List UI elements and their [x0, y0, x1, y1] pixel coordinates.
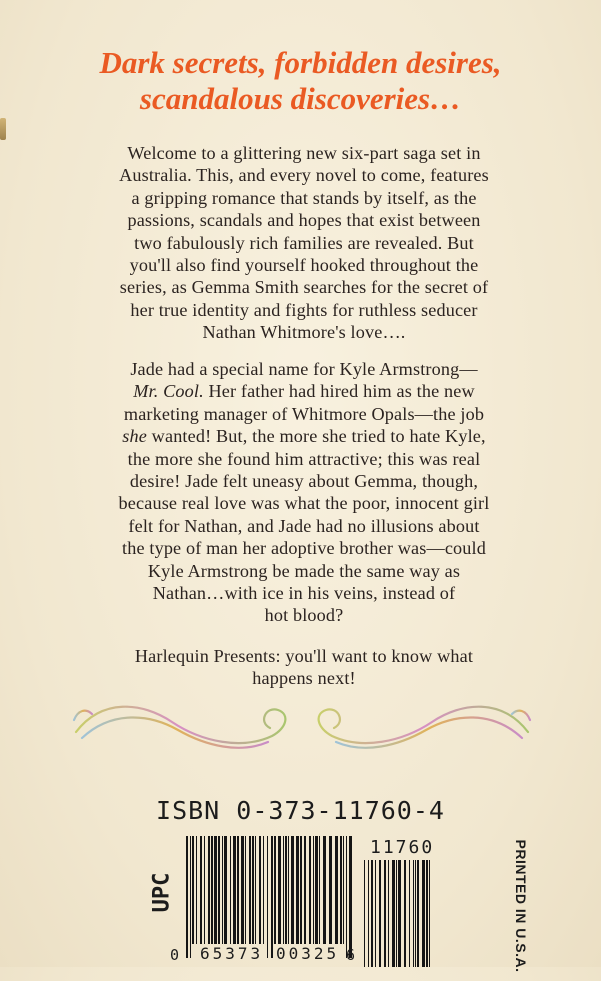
- addon-bar: [417, 860, 419, 967]
- barcode-bar: [208, 836, 210, 944]
- barcode-bar: [186, 836, 188, 958]
- tagline-line-2: scandalous discoveries…: [139, 81, 462, 116]
- addon-bar: [398, 860, 401, 967]
- closing-paragraph: [70, 645, 538, 690]
- story-line: because real love was what the poor, innocent girl: [118, 493, 490, 514]
- tagline-line-1: Dark secrets, forbidden desires,: [99, 45, 502, 80]
- barcode-bar: [343, 836, 344, 944]
- barcode-bar: [233, 836, 236, 944]
- intro-line: Australia. This, and every novel to come, features: [119, 165, 489, 186]
- intro-line: her true identity and fights for ruthless seducer: [130, 299, 478, 320]
- addon-bar: [364, 860, 365, 967]
- story-line: felt for Nathan, and Jade had no illusions about: [128, 515, 480, 536]
- barcode-bar: [196, 836, 197, 944]
- barcode-bar: [214, 836, 217, 944]
- barcode-bar: [190, 836, 191, 958]
- story-line: Kyle Armstrong be made the same way as: [147, 560, 461, 581]
- italic-word: she: [122, 426, 147, 447]
- barcode-bar: [304, 836, 306, 944]
- addon-bar: [426, 860, 428, 967]
- barcode-bar: [237, 836, 239, 944]
- barcode-bar: [222, 836, 223, 944]
- addon-bar: [404, 860, 406, 967]
- barcode-check-digit: 6: [346, 946, 356, 964]
- printed-in-label: PRINTED IN U.S.A.: [513, 839, 529, 973]
- addon-bar: [422, 860, 425, 967]
- story-line: marketing manager of Whitmore Opals—the job: [123, 403, 485, 424]
- addon-bar: [409, 860, 410, 967]
- intro-line: two fabulously rich families are revealed. But: [134, 232, 474, 253]
- barcode-bar: [224, 836, 227, 944]
- barcode-bar: [230, 836, 231, 944]
- story-text: Her father had hired him as the new: [203, 381, 475, 402]
- intro-line: you'll also find yourself hooked throughout the: [129, 255, 479, 276]
- story-line: Nathan…with ice in his veins, instead of: [152, 583, 456, 604]
- intro-line: a gripping romance that stands by itself, as the: [131, 187, 477, 208]
- barcode-bar: [291, 836, 294, 944]
- barcode-bar: [274, 836, 276, 944]
- intro-line: Welcome to a glittering new six-part saga set in: [127, 143, 481, 163]
- isbn-number: ISBN 0-373-11760-4: [156, 796, 445, 825]
- story-line: Jade had a special name for Kyle Armstrong—: [130, 359, 478, 379]
- barcode-bar: [349, 836, 352, 958]
- barcode-bar: [218, 836, 220, 944]
- page-edge-mark: [0, 118, 6, 140]
- addon-bar: [384, 860, 386, 967]
- barcode-bar: [319, 836, 320, 944]
- barcode-bar: [271, 836, 273, 958]
- barcode-right-digits: 00325: [276, 944, 340, 963]
- barcode-bar: [329, 836, 332, 944]
- addon-bar: [396, 860, 397, 967]
- barcode-addon-digits: 11760: [370, 837, 435, 858]
- barcode-bar: [283, 836, 284, 944]
- addon-bar: [388, 860, 389, 967]
- barcode-bar: [241, 836, 244, 944]
- story-text: wanted! But, the more she tried to hate Kyle,: [146, 426, 486, 447]
- addon-bar: [371, 860, 373, 967]
- italic-phrase: Mr. Cool.: [133, 381, 204, 402]
- story-line: the more she found him attractive; this was real: [127, 448, 481, 469]
- story-line: the type of man her adoptive brother was—could: [122, 538, 486, 559]
- barcode-bar: [204, 836, 205, 944]
- barcode-bar: [340, 836, 342, 944]
- closing-line: happens next!: [252, 668, 356, 689]
- intro-line: series, as Gemma Smith searches for the secret of: [119, 277, 489, 298]
- intro-paragraph: [70, 142, 538, 344]
- barcode-bar: [267, 836, 268, 958]
- barcode-bar: [335, 836, 338, 944]
- barcode-bar: [245, 836, 246, 944]
- barcode-bar: [278, 836, 281, 944]
- story-line: desire! Jade felt uneasy about Gemma, though,: [129, 471, 479, 492]
- intro-line: Nathan Whitmore's love….: [202, 322, 406, 343]
- barcode-bar: [211, 836, 213, 944]
- addon-bar: [368, 860, 369, 967]
- barcode-bar: [255, 836, 256, 944]
- closing-line: Harlequin Presents: you'll want to know what: [134, 646, 474, 666]
- barcode-bar: [285, 836, 287, 944]
- intro-line: passions, scandals and hopes that exist between: [127, 210, 481, 231]
- barcode-bar: [346, 836, 347, 958]
- barcode-bar: [263, 836, 264, 944]
- addon-bar: [413, 860, 414, 967]
- barcode-bar: [192, 836, 194, 944]
- story-paragraph: [70, 358, 538, 627]
- barcode-bar: [313, 836, 314, 944]
- barcode-bar: [249, 836, 251, 944]
- story-line: [70, 380, 538, 402]
- decorative-swirl-ornament: [72, 692, 532, 756]
- story-line: hot blood?: [264, 605, 344, 626]
- barcode-bar: [323, 836, 326, 944]
- barcode-left-digits: 65373: [200, 944, 264, 963]
- addon-bar: [429, 860, 430, 967]
- barcode: [170, 836, 440, 967]
- barcode-bar: [200, 836, 202, 944]
- barcode-bar: [315, 836, 318, 944]
- barcode-bar: [300, 836, 302, 944]
- barcode-bar: [296, 836, 299, 944]
- upc-label: UPC: [149, 872, 175, 913]
- barcode-bar: [252, 836, 254, 944]
- addon-bar: [392, 860, 395, 967]
- addon-bar: [415, 860, 416, 967]
- barcode-bar: [259, 836, 261, 944]
- barcode-bar: [288, 836, 289, 944]
- addon-bar: [379, 860, 381, 967]
- barcode-lead-digit: 0: [170, 946, 180, 964]
- addon-bar: [375, 860, 376, 967]
- story-line: [70, 425, 538, 447]
- barcode-bar: [309, 836, 311, 944]
